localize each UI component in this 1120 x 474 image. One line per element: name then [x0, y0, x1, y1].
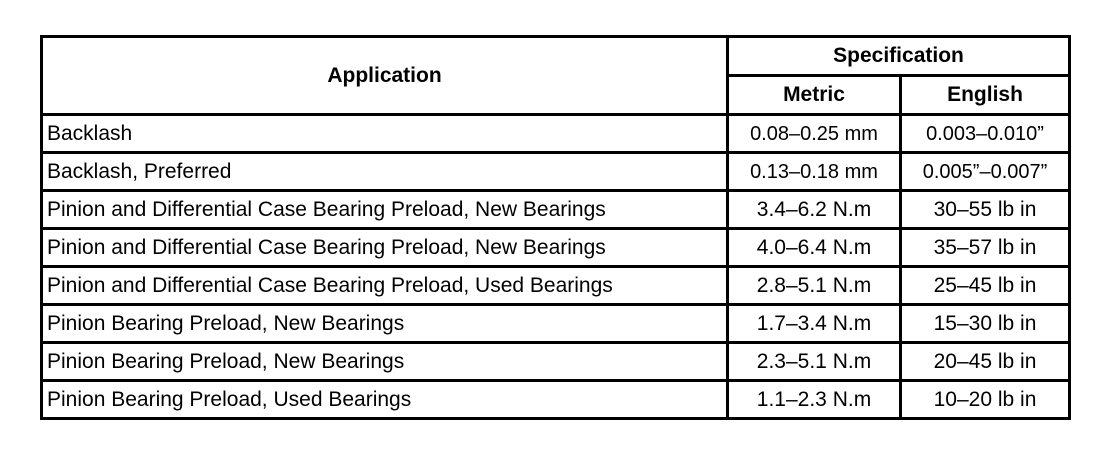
application-cell: Pinion Bearing Preload, New Bearings: [42, 305, 728, 343]
application-cell: Pinion and Differential Case Bearing Preload, Used Bearings: [42, 267, 728, 305]
specification-table: [40, 35, 1071, 420]
table-row: [42, 191, 1070, 229]
application-header: Application: [42, 37, 728, 115]
english-cell: 20–45 lb in: [901, 343, 1070, 381]
english-cell: 25–45 lb in: [901, 267, 1070, 305]
application-cell: Pinion Bearing Preload, New Bearings: [42, 343, 728, 381]
metric-cell: 1.1–2.3 N.m: [728, 381, 901, 419]
table-row: [42, 229, 1070, 267]
metric-cell: 3.4–6.2 N.m: [728, 191, 901, 229]
english-header: English: [901, 76, 1070, 115]
metric-cell: 2.3–5.1 N.m: [728, 343, 901, 381]
english-cell: 30–55 lb in: [901, 191, 1070, 229]
english-cell: 10–20 lb in: [901, 381, 1070, 419]
table-row: [42, 381, 1070, 419]
metric-header: Metric: [728, 76, 901, 115]
table-row: [42, 267, 1070, 305]
metric-cell: 1.7–3.4 N.m: [728, 305, 901, 343]
metric-cell: 4.0–6.4 N.m: [728, 229, 901, 267]
metric-cell: 2.8–5.1 N.m: [728, 267, 901, 305]
header-row-top: [42, 37, 1070, 76]
application-cell: Backlash, Preferred: [42, 153, 728, 191]
english-cell: 15–30 lb in: [901, 305, 1070, 343]
table-row: [42, 115, 1070, 153]
english-cell: 0.003–0.010”: [901, 115, 1070, 153]
application-cell: Pinion and Differential Case Bearing Preload, New Bearings: [42, 229, 728, 267]
metric-cell: 0.13–0.18 mm: [728, 153, 901, 191]
table-row: [42, 343, 1070, 381]
english-cell: 35–57 lb in: [901, 229, 1070, 267]
specification-header: Specification: [728, 37, 1070, 76]
application-cell: Backlash: [42, 115, 728, 153]
table-row: [42, 153, 1070, 191]
metric-cell: 0.08–0.25 mm: [728, 115, 901, 153]
english-cell: 0.005”–0.007”: [901, 153, 1070, 191]
application-cell: Pinion Bearing Preload, Used Bearings: [42, 381, 728, 419]
table-row: [42, 305, 1070, 343]
application-cell: Pinion and Differential Case Bearing Preload, New Bearings: [42, 191, 728, 229]
